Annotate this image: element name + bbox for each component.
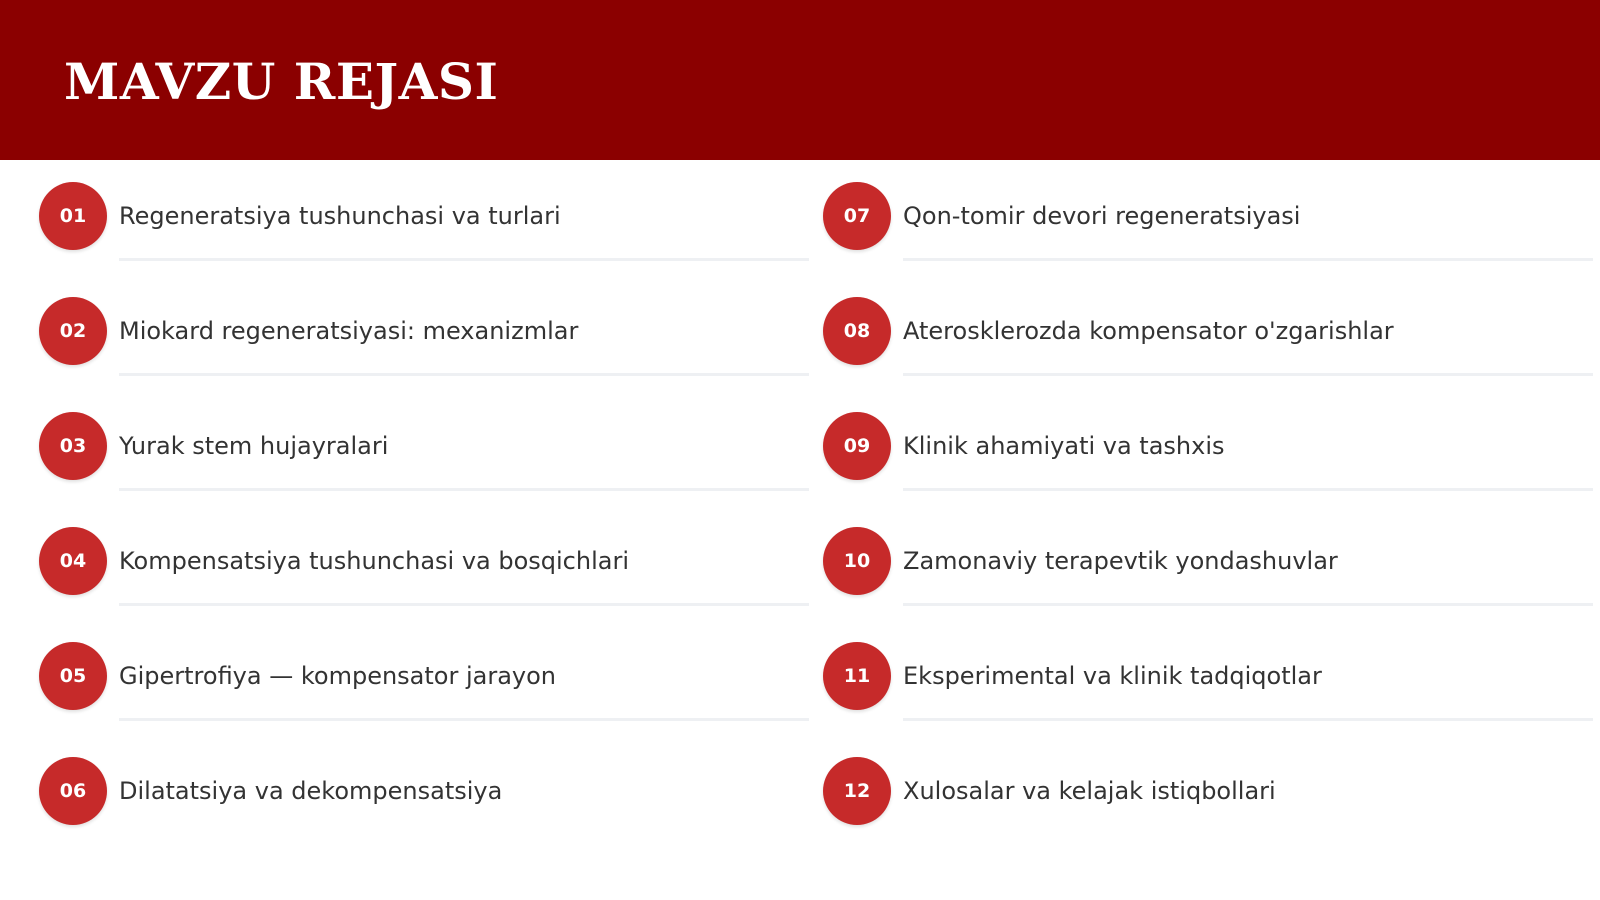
item-number-badge: 03 [39,412,107,480]
item-label: Aterosklerozda kompensator o'zgarishlar [903,317,1394,345]
agenda-item [39,757,809,872]
agenda-item [39,527,809,642]
item-number-badge: 06 [39,757,107,825]
agenda-column-left [39,182,809,872]
agenda-column-right [823,182,1593,872]
item-divider [119,718,809,721]
agenda-item [39,642,809,757]
header-bar [0,0,1600,160]
item-label: Gipertrofiya — kompensator jarayon [119,662,557,690]
item-divider [119,373,809,376]
item-divider [903,603,1593,606]
item-number-badge: 12 [823,757,891,825]
item-label: Qon-tomir devori regeneratsiyasi [903,202,1301,230]
item-label: Miokard regeneratsiyasi: mexanizmlar [119,317,579,345]
item-divider [903,718,1593,721]
agenda-item [823,527,1593,642]
item-divider [119,488,809,491]
item-divider [903,373,1593,376]
item-label: Kompensatsiya tushunchasi va bosqichlari [119,547,629,575]
page-title: MAVZU REJASI [64,52,499,111]
item-divider [119,258,809,261]
item-divider [903,258,1593,261]
item-label: Zamonaviy terapevtik yondashuvlar [903,547,1338,575]
item-divider [903,488,1593,491]
item-number-badge: 02 [39,297,107,365]
agenda-item [39,412,809,527]
item-number-badge: 11 [823,642,891,710]
item-label: Dilatatsiya va dekompensatsiya [119,777,503,805]
agenda-list [0,160,1600,900]
agenda-item [39,182,809,297]
agenda-item [823,412,1593,527]
item-label: Klinik ahamiyati va tashxis [903,432,1225,460]
item-label: Eksperimental va klinik tadqiqotlar [903,662,1322,690]
item-number-badge: 09 [823,412,891,480]
item-number-badge: 05 [39,642,107,710]
item-number-badge: 07 [823,182,891,250]
item-number-badge: 04 [39,527,107,595]
agenda-item [823,182,1593,297]
agenda-item [823,642,1593,757]
item-label: Xulosalar va kelajak istiqbollari [903,777,1276,805]
item-number-badge: 08 [823,297,891,365]
item-number-badge: 01 [39,182,107,250]
item-label: Yurak stem hujayralari [119,432,389,460]
item-divider [119,603,809,606]
agenda-item [39,297,809,412]
item-label: Regeneratsiya tushunchasi va turlari [119,202,561,230]
agenda-item [823,757,1593,872]
item-number-badge: 10 [823,527,891,595]
agenda-item [823,297,1593,412]
